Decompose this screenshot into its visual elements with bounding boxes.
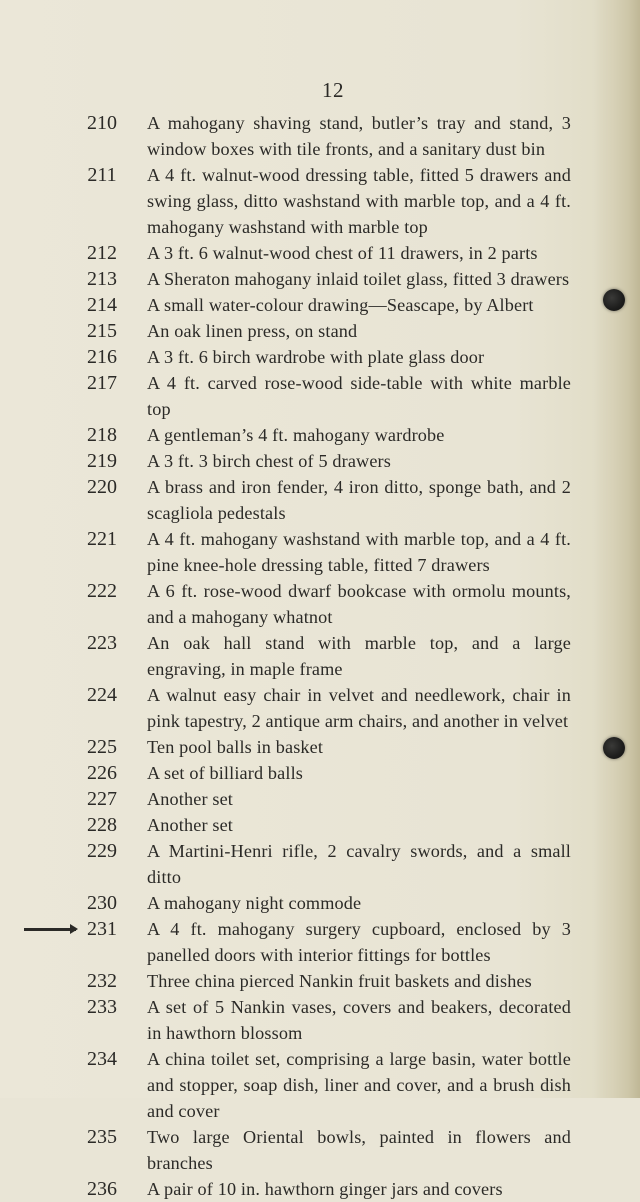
lot-number: 230 (87, 892, 117, 914)
lot-entry (0, 630, 640, 682)
lot-entry (0, 760, 640, 786)
lot-description: A small water-colour drawing—Seascape, by Albert (147, 295, 534, 315)
lot-number: 231 (87, 918, 117, 940)
lot-description: Two large Oriental bowls, painted in flowers and branches (147, 1127, 571, 1173)
lot-description: A set of 5 Nankin vases, covers and beakers, decorated in hawthorn blossom (147, 997, 571, 1043)
lot-entry (0, 578, 640, 630)
lot-description: A 3 ft. 3 birch chest of 5 drawers (147, 451, 391, 471)
lot-number: 226 (87, 762, 117, 784)
lot-entry (0, 526, 640, 578)
lot-description: A pair of 10 in. hawthorn ginger jars and covers (147, 1179, 503, 1199)
lot-number: 223 (87, 632, 117, 654)
lot-number: 218 (87, 424, 117, 446)
page-number: 12 (322, 78, 344, 102)
lot-description: A 3 ft. 6 birch wardrobe with plate glass door (147, 347, 485, 367)
lot-entry (0, 370, 640, 422)
arrow-marker-icon (24, 928, 76, 931)
lot-number: 232 (87, 970, 117, 992)
lot-description: A 6 ft. rose-wood dwarf bookcase with ormolu mounts, and a mahogany whatnot (147, 581, 571, 627)
lot-entry (0, 266, 640, 292)
lot-number: 214 (87, 294, 117, 316)
lot-entry (0, 318, 640, 344)
lot-number: 233 (87, 996, 117, 1018)
lot-entry (0, 1124, 640, 1176)
lot-description: A 3 ft. 6 walnut-wood chest of 11 drawers, in 2 parts (147, 243, 538, 263)
lot-entry (0, 240, 640, 266)
lot-entry (0, 916, 640, 968)
lot-list (0, 110, 640, 1202)
lot-entry (0, 1176, 640, 1202)
lot-description: A mahogany shaving stand, butler’s tray and stand, 3 window boxes with tile fronts, and a sanitary dust bin (147, 113, 571, 159)
lot-description: A Martini-Henri rifle, 2 cavalry swords, and a small ditto (147, 841, 571, 887)
lot-number: 210 (87, 112, 117, 134)
lot-number: 222 (87, 580, 117, 602)
lot-description: An oak linen press, on stand (147, 321, 358, 341)
lot-number: 215 (87, 320, 117, 342)
lot-description: An oak hall stand with marble top, and a large engraving, in maple frame (147, 633, 571, 679)
lot-description: A brass and iron fender, 4 iron ditto, sponge bath, and 2 scagliola pedestals (147, 477, 571, 523)
lot-description: A set of billiard balls (147, 763, 304, 783)
lot-entry (0, 1046, 640, 1124)
lot-entry (0, 110, 640, 162)
lot-number: 211 (87, 164, 117, 186)
lot-number: 227 (87, 788, 117, 810)
lot-number: 219 (87, 450, 117, 472)
lot-number: 228 (87, 814, 117, 836)
lot-description: Ten pool balls in basket (147, 737, 324, 757)
lot-number: 236 (87, 1178, 117, 1200)
lot-entry (0, 474, 640, 526)
lot-description: A gentleman’s 4 ft. mahogany wardrobe (147, 425, 445, 445)
lot-description: A 4 ft. carved rose-wood side-table with white marble top (147, 373, 571, 419)
lot-description: Another set (147, 789, 233, 809)
lot-number: 229 (87, 840, 117, 862)
lot-number: 216 (87, 346, 117, 368)
lot-description: A walnut easy chair in velvet and needlework, chair in pink tapestry, 2 antique arm chairs, and another in velvet (147, 685, 571, 731)
lot-number: 221 (87, 528, 117, 550)
lot-entry (0, 292, 640, 318)
lot-entry (0, 838, 640, 890)
lot-description: Another set (147, 815, 233, 835)
lot-description: A mahogany night commode (147, 893, 362, 913)
lot-description: A Sheraton mahogany inlaid toilet glass, fitted 3 drawers (147, 269, 570, 289)
lot-number: 224 (87, 684, 117, 706)
lot-number: 225 (87, 736, 117, 758)
lot-description: A 4 ft. mahogany surgery cupboard, enclosed by 3 panelled doors with interior fittings for bottles (147, 919, 571, 965)
lot-description: A 4 ft. mahogany washstand with marble top, and a 4 ft. pine knee-hole dressing table, fitted 7 drawers (147, 529, 571, 575)
lot-number: 213 (87, 268, 117, 290)
lot-number: 235 (87, 1126, 117, 1148)
lot-entry (0, 448, 640, 474)
lot-number: 212 (87, 242, 117, 264)
lot-description: A china toilet set, comprising a large basin, water bottle and stopper, soap dish, liner and cover, and a brush dish and cover (147, 1049, 571, 1121)
lot-entry (0, 890, 640, 916)
lot-entry (0, 734, 640, 760)
lot-description: A 4 ft. walnut-wood dressing table, fitted 5 drawers and swing glass, ditto washstand with marble top, and a 4 ft. mahogany washstand with marble top (147, 165, 571, 237)
lot-entry (0, 812, 640, 838)
lot-number: 234 (87, 1048, 117, 1070)
lot-entry (0, 786, 640, 812)
lot-entry (0, 682, 640, 734)
lot-entry (0, 344, 640, 370)
lot-entry (0, 968, 640, 994)
lot-entry (0, 994, 640, 1046)
lot-number: 220 (87, 476, 117, 498)
lot-entry (0, 162, 640, 240)
lot-description: Three china pierced Nankin fruit baskets and dishes (147, 971, 532, 991)
lot-entry (0, 422, 640, 448)
lot-number: 217 (87, 372, 117, 394)
